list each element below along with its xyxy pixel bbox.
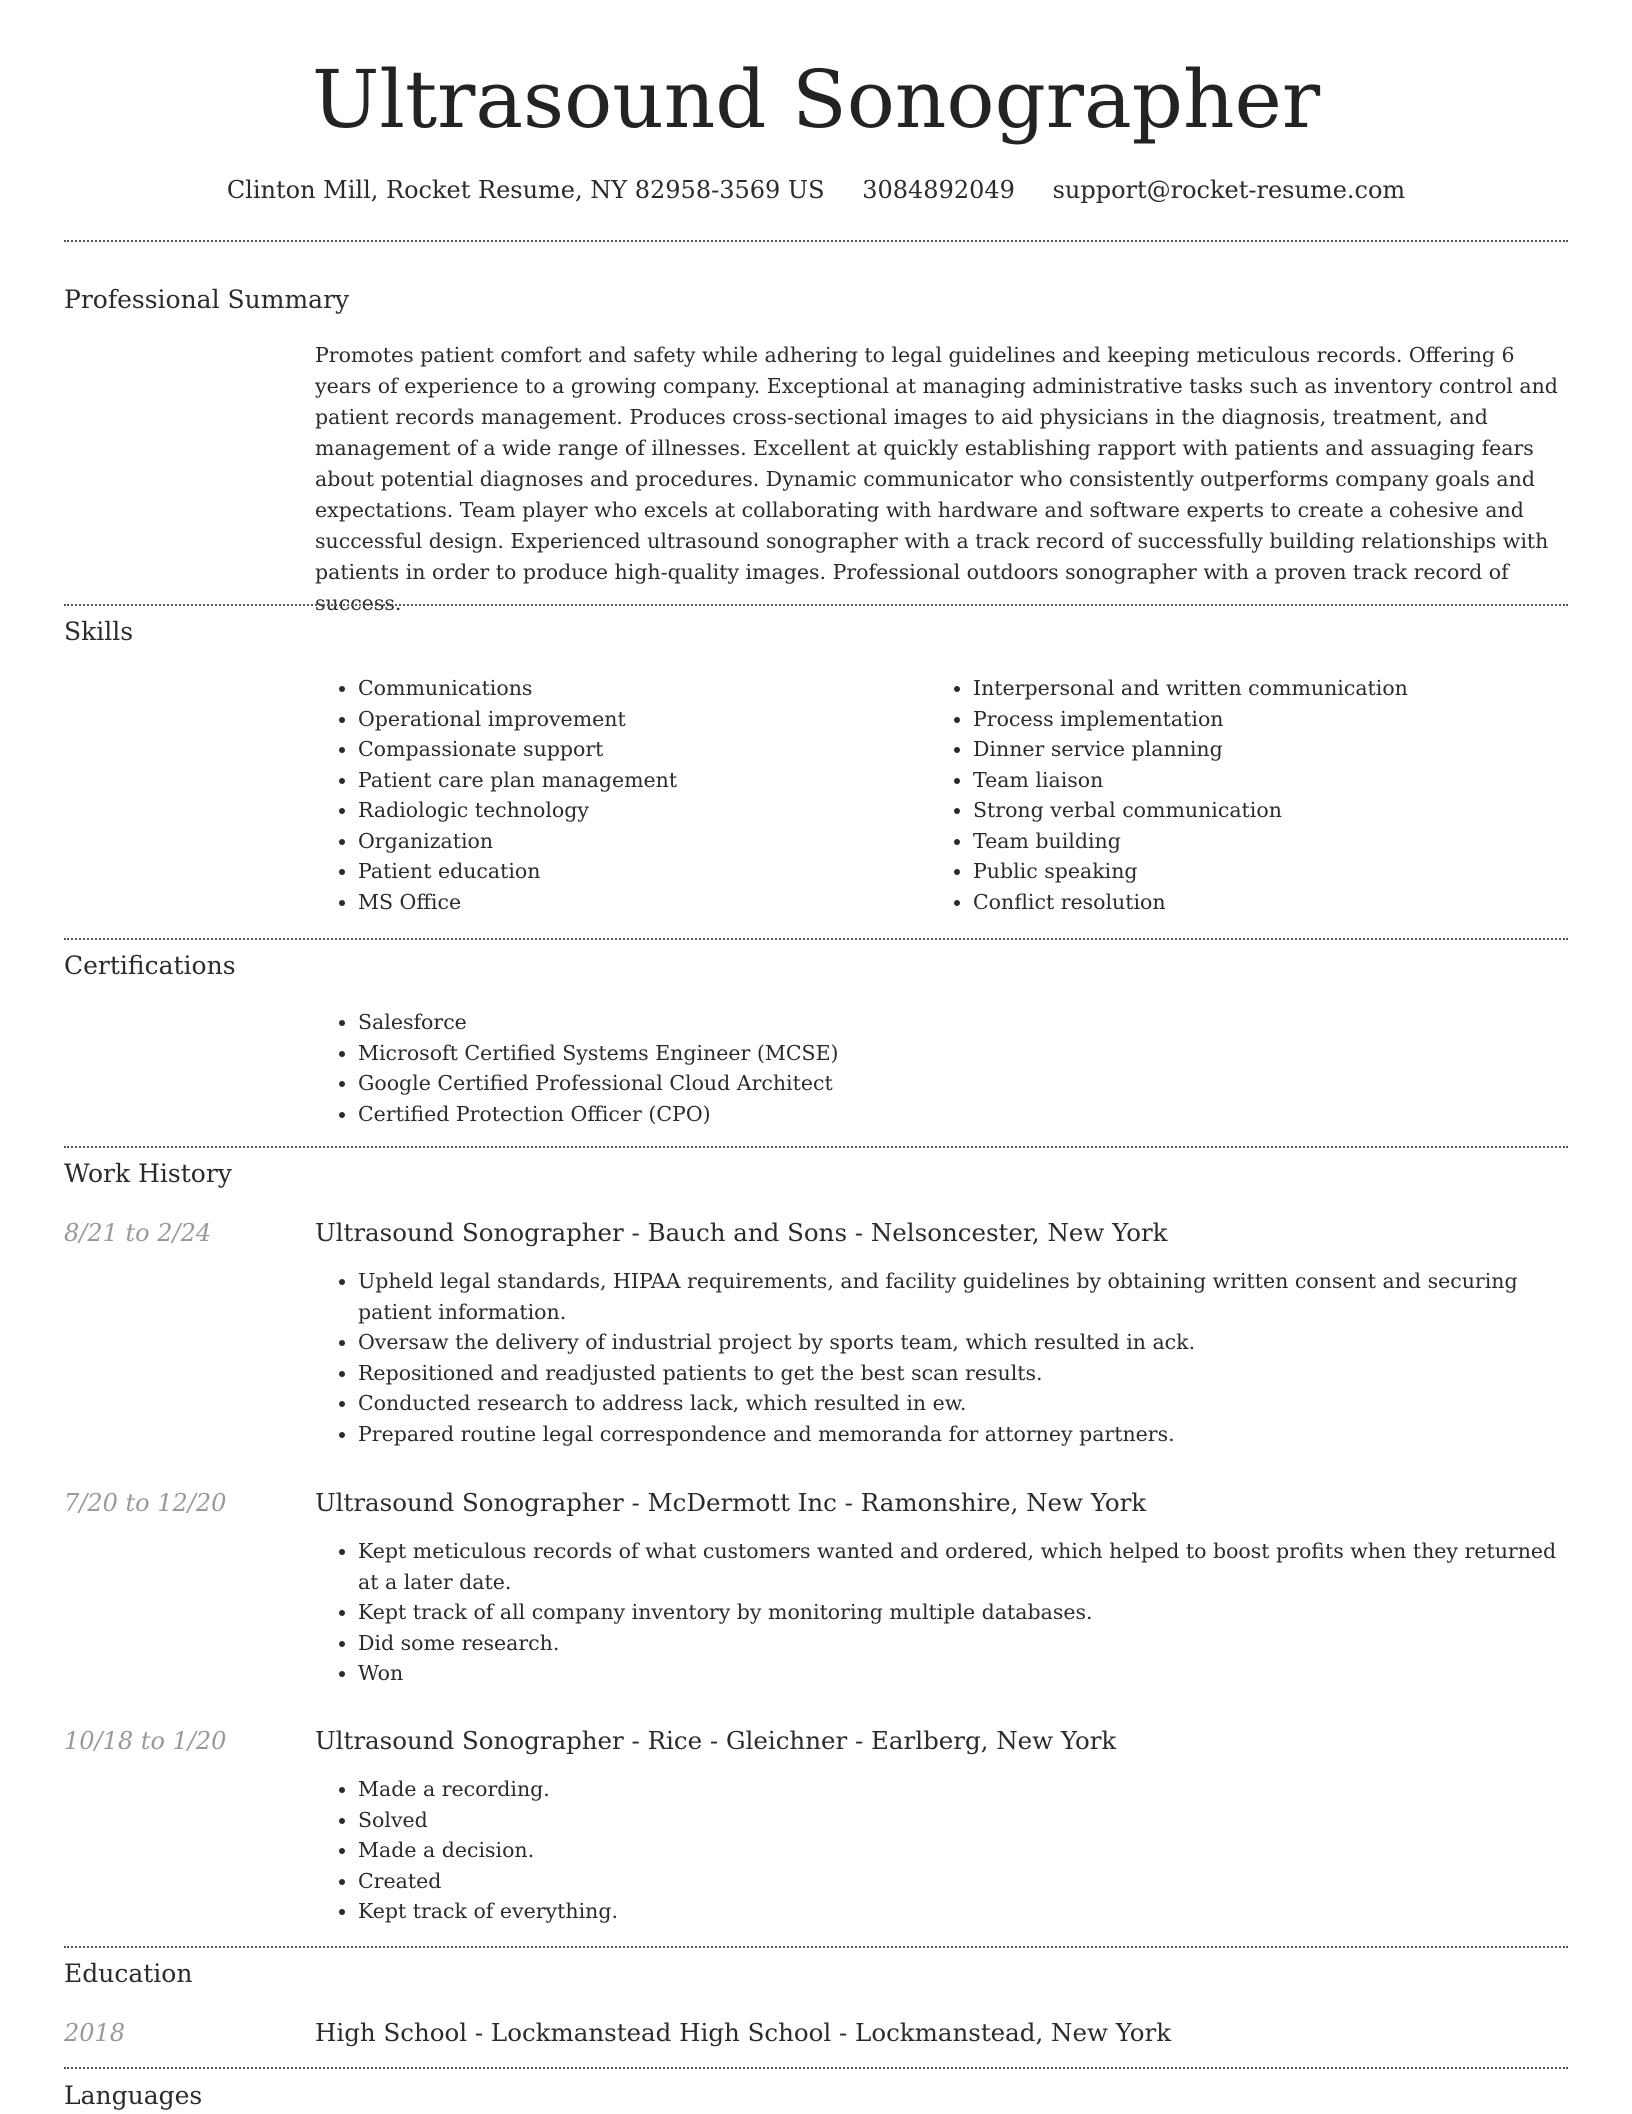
skill-item: • Operational improvement — [358, 704, 918, 735]
job-bullet: • Solved — [358, 1805, 1611, 1836]
job-bullet: • Prepared routine legal correspondence and memoranda for attorney partners. — [358, 1419, 1568, 1450]
job-heading: Ultrasound Sonographer - McDermott Inc - Ramonshire, New York — [315, 1488, 1147, 1517]
section-title-certifications: Certifications — [64, 951, 236, 980]
certification-item: • Certified Protection Officer (CPO) — [358, 1099, 1611, 1130]
section-divider — [64, 938, 1568, 940]
skill-item: • Interpersonal and written communication — [973, 673, 1611, 704]
job-bullet: • Oversaw the delivery of industrial project by sports team, which resulted in ack. — [358, 1327, 1568, 1358]
skill-item: • Strong verbal communication — [973, 795, 1611, 826]
skills-list-left — [315, 673, 918, 917]
job-bullets — [315, 1774, 1611, 1927]
contact-email: support@rocket-resume.com — [1052, 176, 1406, 204]
section-divider — [64, 1946, 1568, 1948]
skill-item: • Patient care plan management — [358, 765, 918, 796]
section-title-summary: Professional Summary — [64, 285, 350, 314]
contact-line — [64, 170, 1568, 210]
resume-name-title: Ultrasound Sonographer — [311, 53, 1321, 146]
skill-item: • MS Office — [358, 887, 918, 918]
job-bullet: • Repositioned and readjusted patients to get the best scan results. — [358, 1358, 1568, 1389]
job-dates: 10/18 to 1/20 — [64, 1727, 227, 1755]
certification-item: • Salesforce — [358, 1007, 1611, 1038]
skill-item: • Organization — [358, 826, 918, 857]
contact-phone: 3084892049 — [862, 176, 1015, 204]
job-bullets — [315, 1536, 1568, 1689]
section-title-skills: Skills — [64, 617, 134, 646]
job-heading: Ultrasound Sonographer - Bauch and Sons - Nelsoncester, New York — [315, 1218, 1168, 1247]
job-bullet: • Did some research. — [358, 1628, 1568, 1659]
skill-item: • Compassionate support — [358, 734, 918, 765]
section-divider — [64, 2067, 1568, 2069]
job-bullet: • Won — [358, 1658, 1568, 1689]
contact-address: Clinton Mill, Rocket Resume, NY 82958-3569 US — [226, 176, 825, 204]
skill-item: • Team building — [973, 826, 1611, 857]
job-bullet: • Kept track of everything. — [358, 1896, 1611, 1927]
education-heading: High School - Lockmanstead High School - Lockmanstead, New York — [315, 2018, 1172, 2047]
section-divider — [64, 604, 1568, 606]
section-title-languages: Languages — [64, 2081, 203, 2110]
certification-item: • Microsoft Certified Systems Engineer (MCSE) — [358, 1038, 1611, 1069]
skill-item: • Radiologic technology — [358, 795, 918, 826]
summary-text: Promotes patient comfort and safety while adhering to legal guidelines and keeping meticulous records. Offering 6 years of experience to a growing company. Exceptional at managing administrative tasks such as inventory control and patient records management. Produces cross-sectional images to aid physicians in the diagnosis, treatment, and management of a wide range of illnesses. Excellent at quickly establishing rapport with patients and assuaging fears about potential diagnoses and procedures. Dynamic communicator who consistently outperforms company goals and expectations. Team player who excels at collaborating with hardware and software experts to create a cohesive and successful design. Experienced ultrasound sonographer with a track record of successfully building relationships with patients in order to produce high-quality images. Professional outdoors sonographer with a proven track record of success. — [315, 343, 1558, 615]
skill-item: • Communications — [358, 673, 918, 704]
job-bullet: • Made a decision. — [358, 1835, 1611, 1866]
certification-item: • Google Certified Professional Cloud Architect — [358, 1068, 1611, 1099]
skill-item: • Patient education — [358, 856, 918, 887]
section-divider — [64, 240, 1568, 242]
job-bullet: • Conducted research to address lack, which resulted in ew. — [358, 1388, 1568, 1419]
job-heading: Ultrasound Sonographer - Rice - Gleichner - Earlberg, New York — [315, 1726, 1117, 1755]
job-bullet: • Made a recording. — [358, 1774, 1611, 1805]
job-dates: 8/21 to 2/24 — [64, 1219, 212, 1247]
skill-item: • Dinner service planning — [973, 734, 1611, 765]
job-bullet: • Upheld legal standards, HIPAA requirements, and facility guidelines by obtaining written consent and securing patient information. — [358, 1266, 1568, 1327]
skill-item: • Conflict resolution — [973, 887, 1611, 918]
job-dates: 7/20 to 12/20 — [64, 1489, 227, 1517]
certifications-list — [315, 1007, 1611, 1129]
education-year: 2018 — [64, 2019, 126, 2047]
skills-list-right — [930, 673, 1611, 917]
skill-item: • Process implementation — [973, 704, 1611, 735]
job-bullet: • Kept track of all company inventory by monitoring multiple databases. — [358, 1597, 1568, 1628]
skill-item: • Public speaking — [973, 856, 1611, 887]
section-divider — [64, 1146, 1568, 1148]
section-title-work-history: Work History — [64, 1159, 232, 1188]
job-bullet: • Kept meticulous records of what customers wanted and ordered, which helped to boost profits when they returned at a later date. — [358, 1536, 1568, 1597]
job-bullet: • Created — [358, 1866, 1611, 1897]
job-bullets — [315, 1266, 1568, 1449]
section-title-education: Education — [64, 1959, 193, 1988]
skill-item: • Team liaison — [973, 765, 1611, 796]
